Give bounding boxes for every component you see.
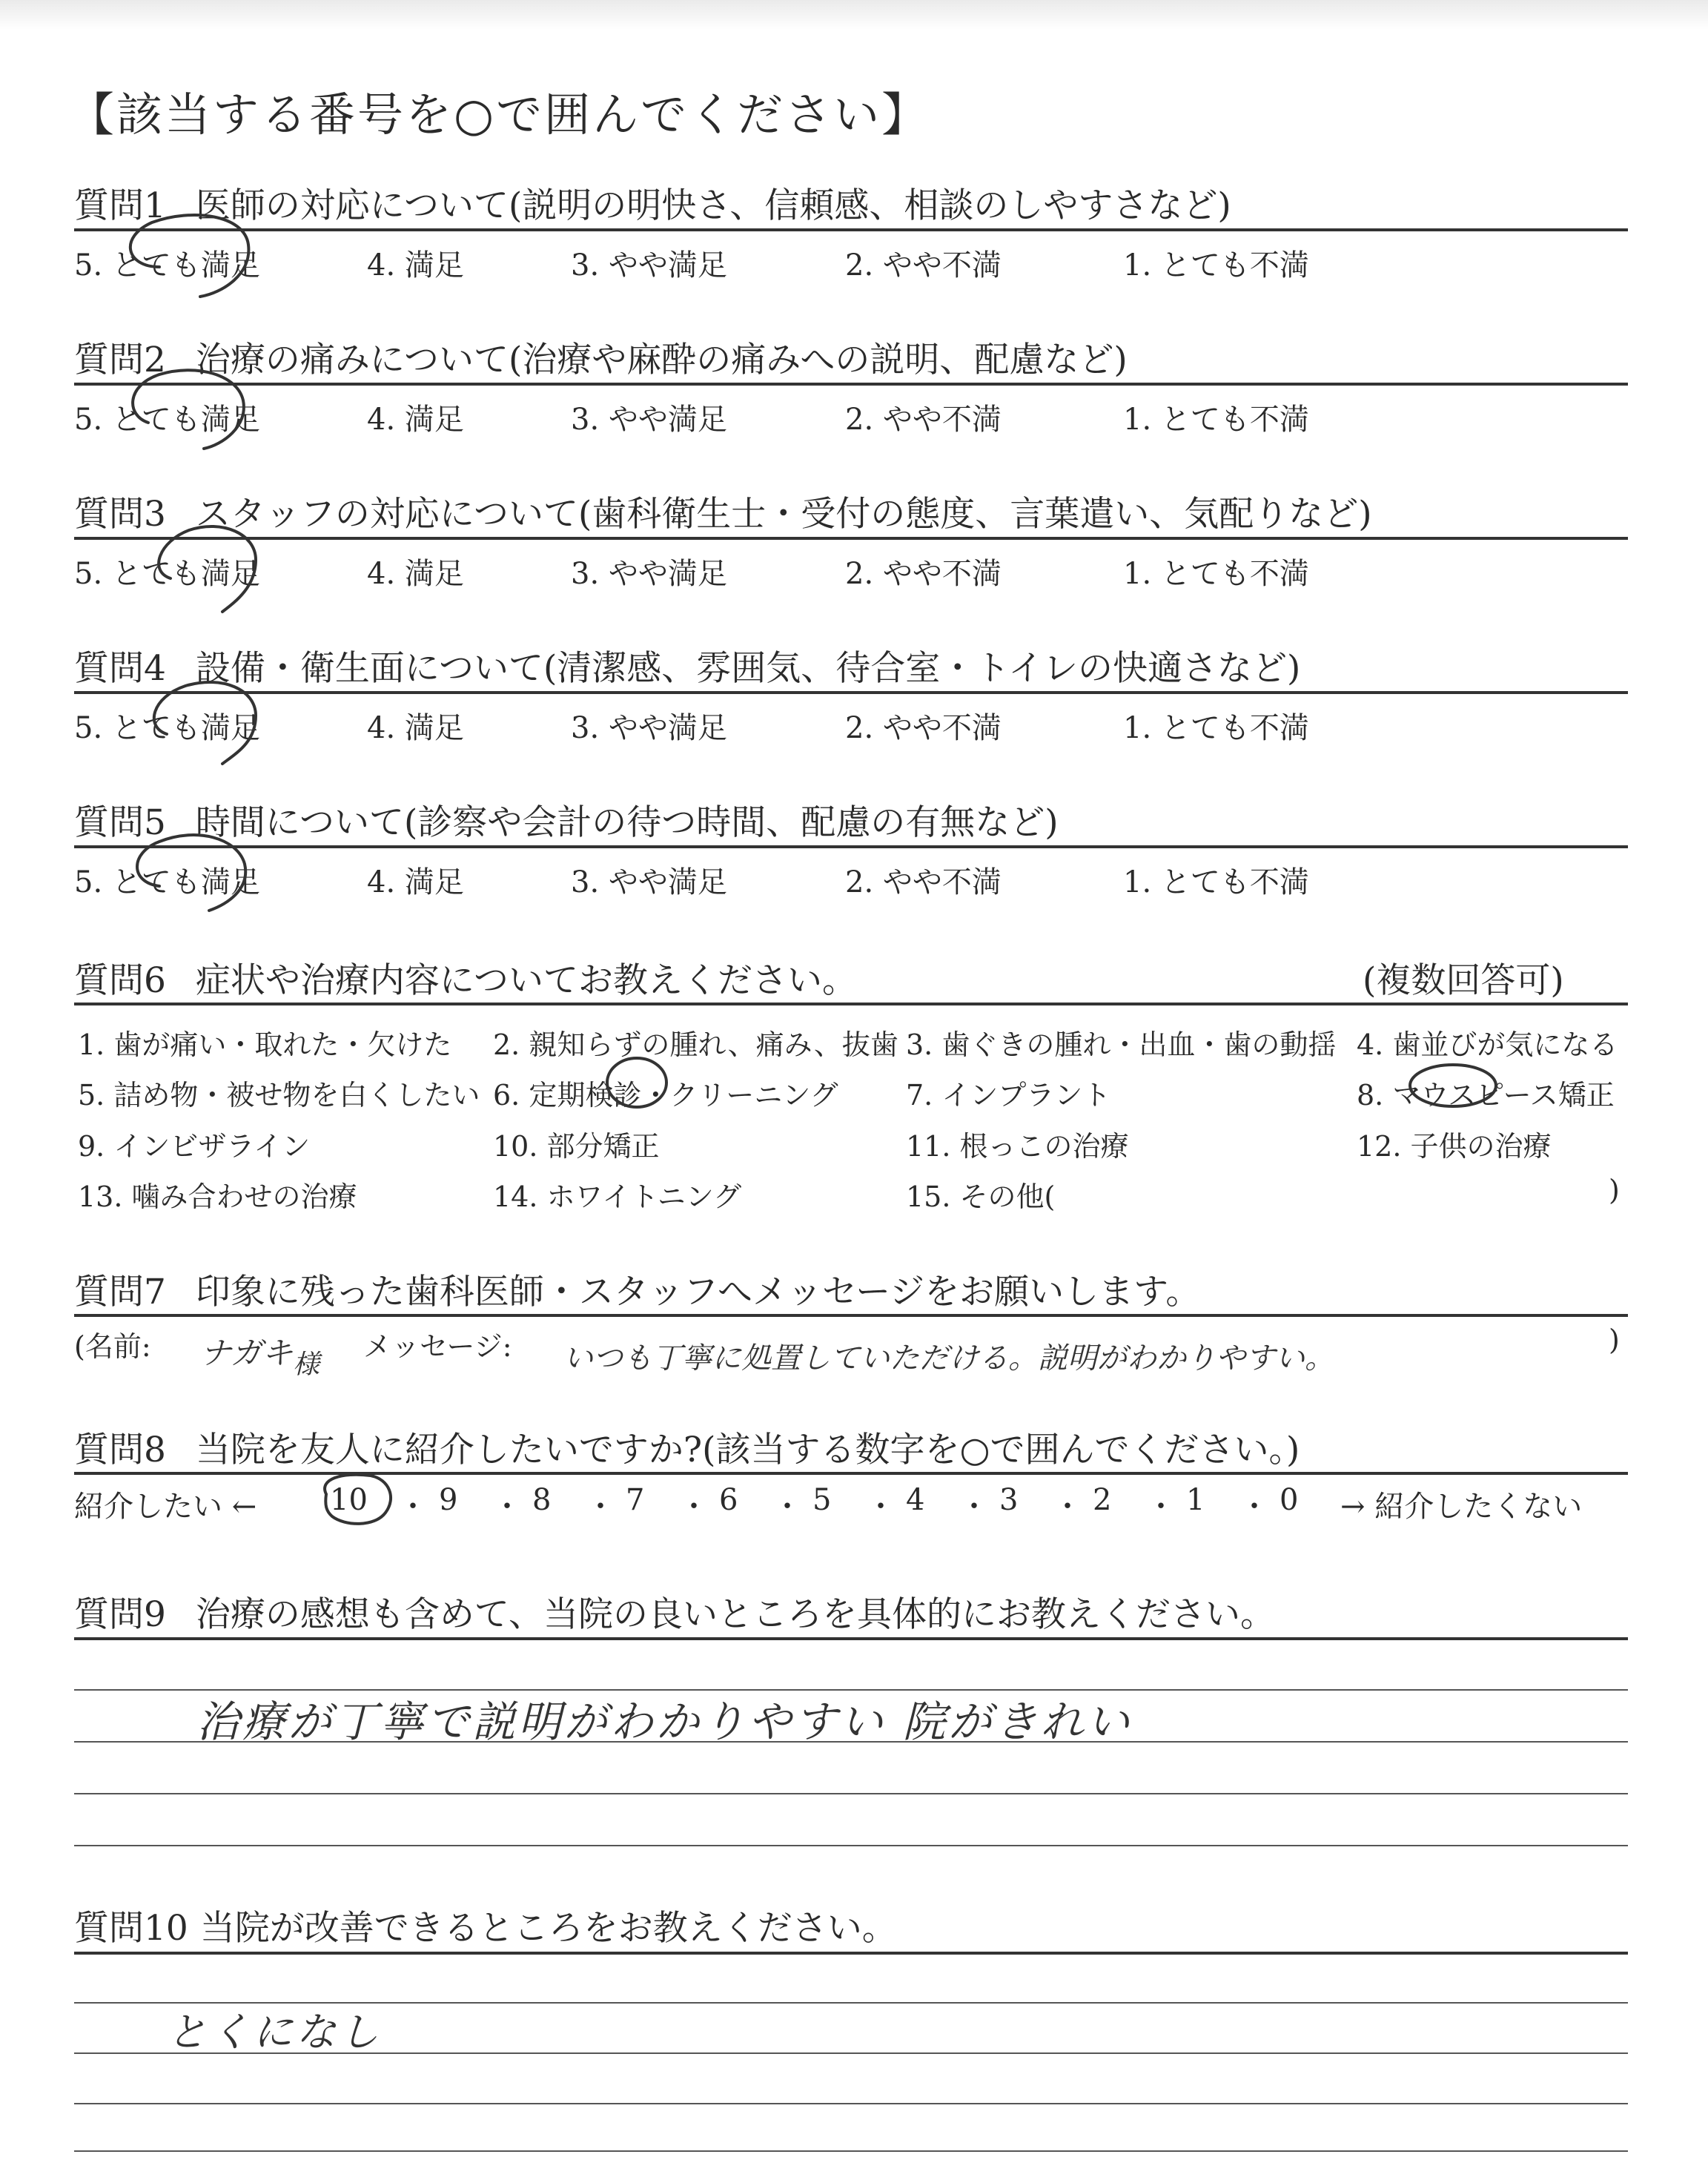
q2-option-2[interactable]: 2. やや不満 <box>845 403 1002 437</box>
q2-option-3[interactable]: 3. やや満足 <box>571 403 727 437</box>
q8-label: 質問8 <box>74 1430 166 1470</box>
q6-option-3[interactable]: 3. 歯ぐきの腫れ・出血・歯の動揺 <box>906 1028 1337 1061</box>
q8-text: 当院を友人に紹介したいですか?(該当する数字を○で囲んでください。) <box>195 1430 1300 1470</box>
q3-option-1[interactable]: 1. とても不満 <box>1123 557 1309 591</box>
q8-dot: ・ <box>1239 1490 1269 1524</box>
q8-dot: ・ <box>1053 1490 1082 1524</box>
q7-text: 印象に残った歯科医師・スタッフへメッセージをお願いします。 <box>195 1272 1201 1312</box>
q6-note: (複数回答可) <box>1363 960 1564 1001</box>
q6-option-5[interactable]: 5. 詰め物・被せ物を白くしたい <box>78 1079 480 1112</box>
q7-name-label: (名前: <box>74 1330 151 1363</box>
q4-label: 質問4 <box>74 648 166 689</box>
q9-heading <box>74 1587 1275 1636</box>
q4-option-2[interactable]: 2. やや不満 <box>845 711 1002 745</box>
q8-number-8[interactable]: 8 <box>532 1483 552 1517</box>
q1-option-3[interactable]: 3. やや満足 <box>571 248 727 283</box>
q6-option-12[interactable]: 12. 子供の治療 <box>1357 1130 1552 1163</box>
q8-number-4[interactable]: 4 <box>906 1483 925 1517</box>
q8-dot: ・ <box>772 1490 802 1524</box>
q8-dot: ・ <box>679 1490 709 1524</box>
q8-number-10[interactable]: 10 <box>330 1483 368 1517</box>
q7-message-answer[interactable]: いつも丁寧に処置していただける。説明がわかりやすい。 <box>563 1341 1334 1375</box>
q2-label: 質問2 <box>74 340 166 380</box>
q1-option-5[interactable]: 5. とても満足 <box>74 248 260 283</box>
q6-option-7[interactable]: 7. インプラント <box>906 1079 1111 1112</box>
q1-heading <box>74 178 1231 228</box>
q8-heading <box>74 1422 1300 1472</box>
q10-text: 当院が改善できるところをお教えください。 <box>199 1908 897 1949</box>
q6-option-2[interactable]: 2. 親知らずの腫れ、痛み、抜歯 <box>493 1028 898 1061</box>
q1-option-4[interactable]: 4. 満足 <box>367 248 464 283</box>
q5-option-2[interactable]: 2. やや不満 <box>845 865 1002 899</box>
q1-option-2[interactable]: 2. やや不満 <box>845 248 1002 283</box>
q7-message-label: メッセージ: <box>363 1330 512 1363</box>
q7-name-answer[interactable]: ナガキ <box>200 1335 294 1371</box>
q6-option-1[interactable]: 1. 歯が痛い・取れた・欠けた <box>78 1028 452 1061</box>
q4-option-5[interactable]: 5. とても満足 <box>74 711 260 745</box>
q10-label: 質問10 <box>74 1908 188 1949</box>
form-title: 【該当する番号を○で囲んでください】 <box>68 87 930 142</box>
q8-number-2[interactable]: 2 <box>1093 1483 1112 1517</box>
q9-label: 質問9 <box>74 1594 166 1635</box>
q8-right-label: → 紹介したくない <box>1340 1490 1583 1524</box>
q8-number-1[interactable]: 1 <box>1186 1483 1205 1517</box>
q6-option-14[interactable]: 14. ホワイトニング <box>493 1180 742 1213</box>
q6-option-4[interactable]: 4. 歯並びが気になる <box>1357 1028 1618 1061</box>
q4-option-3[interactable]: 3. やや満足 <box>571 711 727 745</box>
q5-text: 時間について(診察や会計の待つ時間、配慮の有無など) <box>195 802 1059 843</box>
q3-option-4[interactable]: 4. 満足 <box>367 557 464 591</box>
q3-heading <box>74 486 1372 536</box>
q1-text: 医師の対応について(説明の明快さ、信頼感、相談のしやすさなど) <box>195 185 1231 226</box>
q6-option-6[interactable]: 6. 定期検診・クリーニング <box>493 1079 838 1112</box>
q7-honorific: 様 <box>293 1350 320 1380</box>
q6-heading <box>74 953 857 1003</box>
q2-option-4[interactable]: 4. 満足 <box>367 403 464 437</box>
q1-option-1[interactable]: 1. とても不満 <box>1123 248 1309 283</box>
q4-option-4[interactable]: 4. 満足 <box>367 711 464 745</box>
q5-label: 質問5 <box>74 802 166 843</box>
q3-label: 質問3 <box>74 494 166 535</box>
q3-option-3[interactable]: 3. やや満足 <box>571 557 727 591</box>
q6-option-11[interactable]: 11. 根っこの治療 <box>906 1130 1129 1163</box>
q6-option-13[interactable]: 13. 噛み合わせの治療 <box>78 1180 357 1213</box>
q5-option-5[interactable]: 5. とても満足 <box>74 865 260 899</box>
q7-label: 質問7 <box>74 1272 166 1312</box>
q4-heading <box>74 641 1300 690</box>
q6-option-10[interactable]: 10. 部分矯正 <box>493 1130 660 1163</box>
q1-label: 質問1 <box>74 185 166 226</box>
q10-heading <box>74 1900 897 1950</box>
q5-option-4[interactable]: 4. 満足 <box>367 865 464 899</box>
q8-number-7[interactable]: 7 <box>626 1483 645 1517</box>
q6-option-8[interactable]: 8. マウスピース矯正 <box>1357 1079 1615 1112</box>
q7-close-paren: ) <box>1609 1324 1620 1356</box>
q6-option-9[interactable]: 9. インビザライン <box>78 1130 311 1163</box>
q9-answer[interactable]: 治療が丁寧で説明がわかりやすい 院がきれい <box>196 1697 1133 1747</box>
q8-dot: ・ <box>1146 1490 1176 1524</box>
q8-dot: ・ <box>492 1490 522 1524</box>
q6-option-15[interactable]: 15. その他( <box>906 1180 1056 1213</box>
q5-option-3[interactable]: 3. やや満足 <box>571 865 727 899</box>
q5-option-1[interactable]: 1. とても不満 <box>1123 865 1309 899</box>
q7-heading <box>74 1264 1200 1314</box>
scan-top-edge <box>0 0 1708 30</box>
q5-heading <box>74 795 1059 845</box>
q8-number-9[interactable]: 9 <box>439 1483 458 1517</box>
q3-option-5[interactable]: 5. とても満足 <box>74 557 260 591</box>
q2-option-5[interactable]: 5. とても満足 <box>74 403 260 437</box>
q3-option-2[interactable]: 2. やや不満 <box>845 557 1002 591</box>
q2-option-1[interactable]: 1. とても不満 <box>1123 403 1309 437</box>
q9-text: 治療の感想も含めて、当院の良いところを具体的にお教えください。 <box>195 1594 1275 1635</box>
q8-dot: ・ <box>959 1490 989 1524</box>
q2-heading <box>74 332 1128 382</box>
q8-dot: ・ <box>866 1490 896 1524</box>
q8-number-3[interactable]: 3 <box>999 1483 1019 1517</box>
q8-dot: ・ <box>586 1490 615 1524</box>
q4-text: 設備・衛生面について(清潔感、雰囲気、待合室・トイレの快適さなど) <box>195 648 1301 689</box>
q3-text: スタッフの対応について(歯科衛生士・受付の態度、言葉遣い、気配りなど) <box>195 494 1372 535</box>
q6-text: 症状や治療内容についてお教えください。 <box>195 960 857 1001</box>
q2-text: 治療の痛みについて(治療や麻酔の痛みへの説明、配慮など) <box>195 340 1128 380</box>
q4-option-1[interactable]: 1. とても不満 <box>1123 711 1309 745</box>
q8-number-5[interactable]: 5 <box>812 1483 832 1517</box>
q6-label: 質問6 <box>74 960 166 1001</box>
q6-option-15-close: ) <box>1609 1174 1620 1206</box>
q8-number-6[interactable]: 6 <box>719 1483 738 1517</box>
q10-answer[interactable]: とくになし <box>167 2009 382 2055</box>
q8-dot: ・ <box>398 1490 428 1524</box>
q8-left-label: 紹介したい ← <box>74 1490 257 1524</box>
q8-number-0[interactable]: 0 <box>1280 1483 1299 1517</box>
